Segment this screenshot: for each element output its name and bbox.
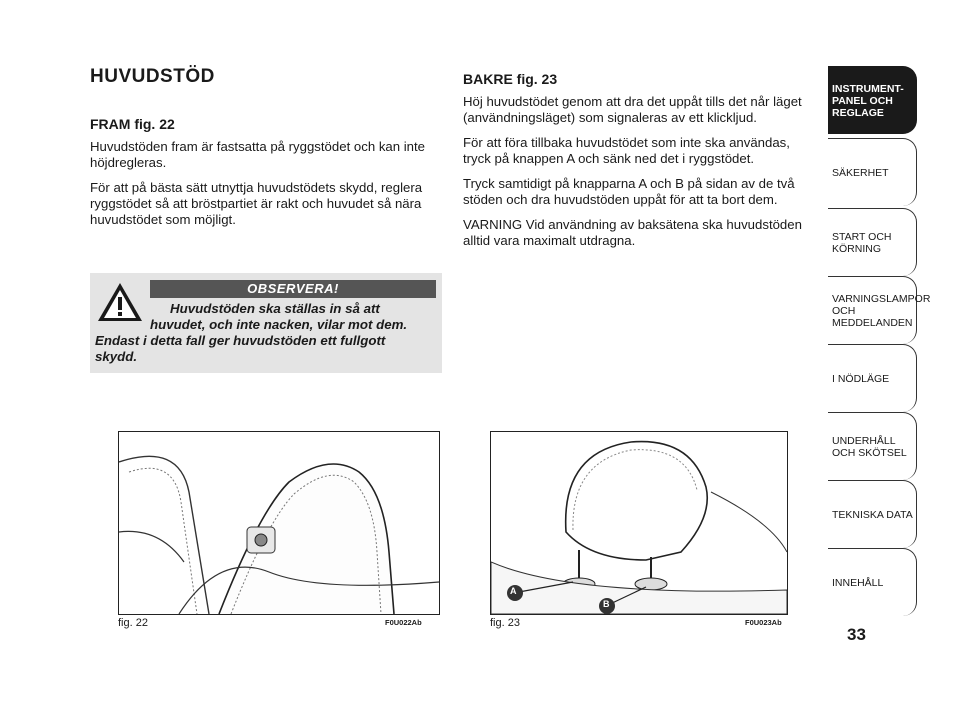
tab-sakerhet[interactable]: SÄKERHET <box>828 138 917 206</box>
warning-line-1: Huvudstöden ska ställas in så att <box>170 301 380 316</box>
warning-triangle-icon <box>96 281 144 323</box>
figure-23-caption: fig. 23 <box>490 617 520 629</box>
tab-i-nodlage[interactable]: I NÖDLÄGE <box>828 344 917 412</box>
tab-varningslampor[interactable]: VARNINGSLAMPOR OCH MEDDELANDEN <box>828 276 917 344</box>
tab-underhall[interactable]: UNDERHÅLL OCH SKÖTSEL <box>828 412 917 480</box>
rear-paragraph-1: Höj huvudstödet genom att dra det uppåt tills det når läget (användningsläget) som signaleras av ett klickljud. <box>463 94 802 125</box>
page-heading: HUVUDSTÖD <box>90 66 215 87</box>
figure-23-code: F0U023Ab <box>745 618 782 627</box>
figure-23-rear-headrest <box>490 431 788 615</box>
label-b: B <box>603 599 610 609</box>
front-subheading: FRAM fig. 22 <box>90 116 175 132</box>
figure-22-front-headrest <box>118 431 440 615</box>
rear-paragraph-3: Tryck samtidigt på knapparna A och B på sidan av de två stöden och dra huvudstöden uppåt för att ta bort dem. <box>463 176 795 207</box>
front-paragraph-2: För att på bästa sätt utnyttja huvudstödets skydd, reglera ryggstödet så att bröstpartiet är rakt och huvudet så nära huvudstödet som möjligt. <box>90 180 423 227</box>
label-a: A <box>510 586 517 596</box>
warning-line-2: huvudet, och inte nacken, vilar mot dem. <box>150 317 408 332</box>
tab-innehall[interactable]: INNEHÅLL <box>828 548 917 616</box>
warning-line-3: Endast i detta fall ger huvudstöden ett fullgott <box>95 333 386 348</box>
rear-paragraph-2: För att föra tillbaka huvudstödet som inte ska användas, tryck på knappen A och sänk ned det i ryggstödet. <box>463 135 790 166</box>
rear-subheading: BAKRE fig. 23 <box>463 71 558 87</box>
page-number: 33 <box>847 625 866 644</box>
tab-tekniska-data[interactable]: TEKNISKA DATA <box>828 480 917 548</box>
figure-22-code: F0U022Ab <box>385 618 422 627</box>
figure-22-caption: fig. 22 <box>118 617 148 629</box>
warning-line-4: skydd. <box>95 349 138 364</box>
tab-start-och-korning[interactable]: START OCH KÖRNING <box>828 208 917 276</box>
rear-paragraph-4: VARNING Vid användning av baksätena ska huvudstöden alltid vara maximalt utdragna. <box>463 217 802 248</box>
warning-title: OBSERVERA! <box>150 280 436 298</box>
tab-instrumentpanel[interactable]: INSTRUMENT- PANEL OCH REGLAGE <box>828 66 917 134</box>
front-paragraph-1: Huvudstöden fram är fastsatta på ryggstödet och kan inte höjdregleras. <box>90 139 426 170</box>
